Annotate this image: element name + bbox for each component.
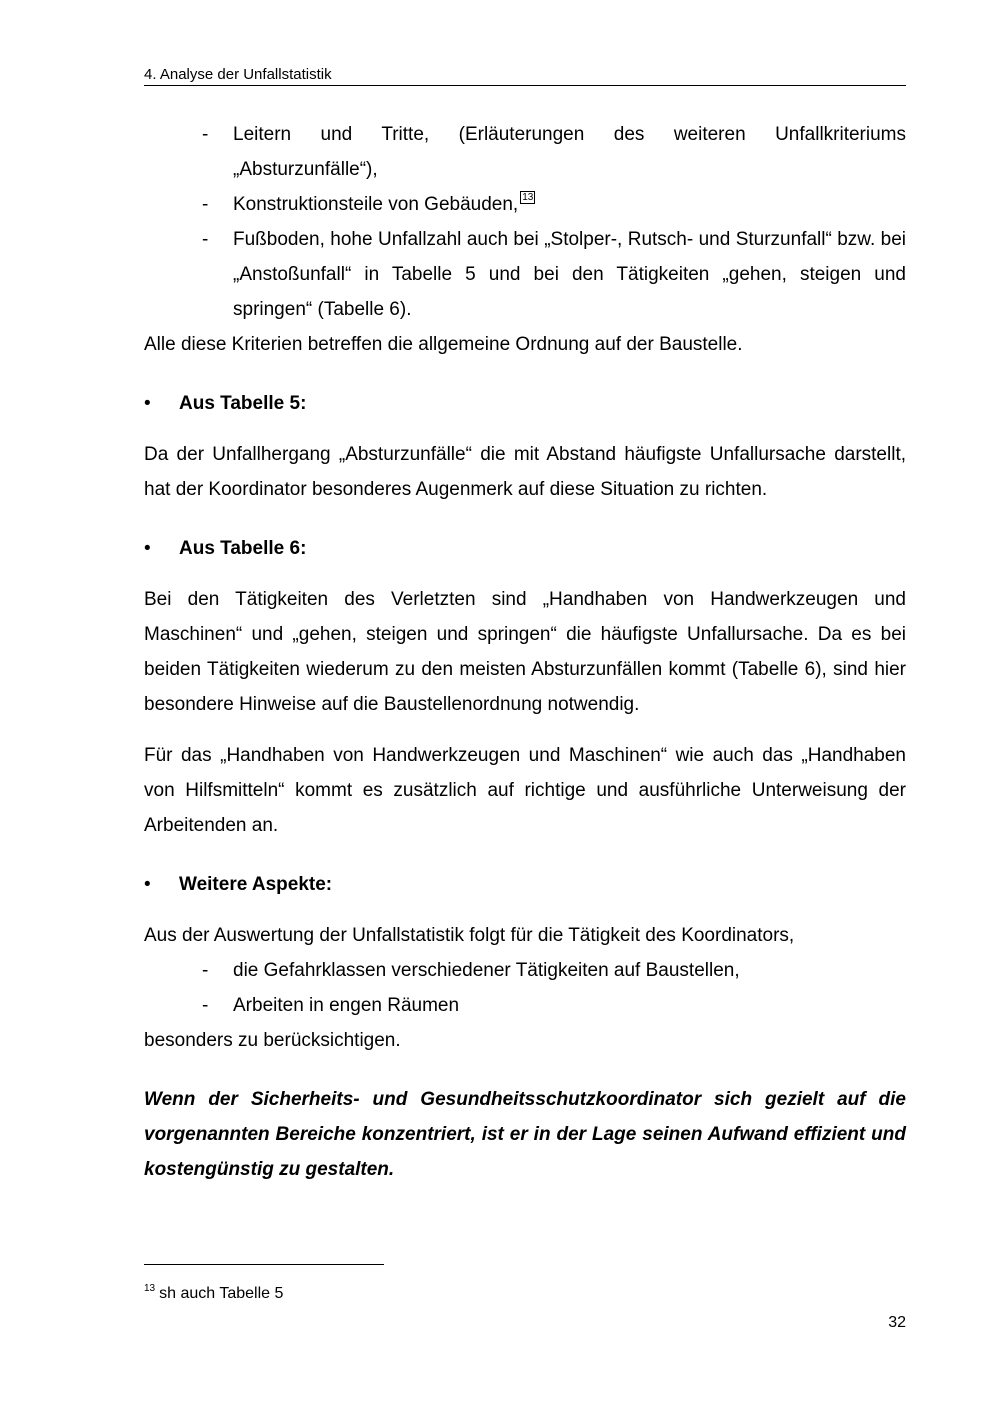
paragraph: Da der Unfallhergang „Absturzunfälle“ die mit Abstand häufigste Unfallursache darstellt, hat der Koordinator besonderes Augenmerk auf diese Situation zu richten. <box>144 444 906 500</box>
summary-paragraph: Alle diese Kriterien betreffen die allgemeine Ordnung auf der Baustelle. <box>144 334 743 355</box>
page-number: 32 <box>888 1314 906 1331</box>
bullet-icon: • <box>144 393 151 414</box>
dash-mark: - <box>202 960 209 981</box>
list-item-text: Arbeiten in engen Räumen <box>233 995 460 1016</box>
footnote-text: sh auch Tabelle 5 <box>159 1285 284 1302</box>
paragraph: besonders zu berücksichtigen. <box>144 1030 401 1051</box>
footnote-reference[interactable]: 13 <box>522 192 534 203</box>
dash-mark: - <box>202 229 209 250</box>
bullet-icon: • <box>144 538 151 559</box>
dash-mark: - <box>202 995 209 1016</box>
paragraph: Bei den Tätigkeiten des Verletzten sind „Handhaben von Handwerkzeugen und Maschinen“ und „gehen, steigen und springen“ die häufigste Unfallursache. Da es bei beiden Tätigkeiten wiederum zu den meisten Absturzunfällen kommt (Tabelle 6), sind hier besondere Hinweise auf die Baustellenordnung notwendig. <box>144 589 906 715</box>
section-heading-text: Aus Tabelle 6: <box>179 538 307 559</box>
list-item-text: Konstruktionsteile von Gebäuden, <box>233 194 519 215</box>
paragraph: Aus der Auswertung der Unfallstatistik folgt für die Tätigkeit des Koordinators, <box>144 925 795 946</box>
footnote-divider <box>144 1264 384 1265</box>
list-item-text: die Gefahrklassen verschiedener Tätigkeiten auf Baustellen, <box>233 960 740 981</box>
running-header: 4. Analyse der Unfallstatistik <box>144 66 906 86</box>
dash-mark: - <box>202 124 209 145</box>
list-item <box>144 222 906 327</box>
conclusion-paragraph: Wenn der Sicherheits- und Gesundheitsschutzkoordinator sich gezielt auf die vorgenannten Bereiche konzentriert, ist er in der Lage seinen Aufwand effizient und kostengünstig zu gestalten. <box>144 1089 906 1180</box>
list-item <box>144 953 906 988</box>
section-heading-text: Aus Tabelle 5: <box>179 393 307 414</box>
list-item-text: Leitern und Tritte, (Erläuterungen des weiteren Unfallkriteriums „Absturzunfälle“), <box>233 124 906 180</box>
list-item <box>144 117 906 187</box>
section-heading-text: Weitere Aspekte: <box>179 874 333 895</box>
paragraph: Für das „Handhaben von Handwerkzeugen und Maschinen“ wie auch das „Handhaben von Hilfsmitteln“ kommt es zusätzlich auf richtige und ausführliche Unterweisung der Arbeitenden an. <box>144 745 906 836</box>
footnote <box>144 1284 744 1304</box>
dash-mark: - <box>202 194 209 215</box>
footnote-number: 13 <box>144 1283 156 1294</box>
section-heading-tabelle-5 <box>144 386 906 421</box>
list-item <box>144 988 906 1023</box>
body-text <box>144 117 906 1187</box>
bullet-icon: • <box>144 874 151 895</box>
list-item-text: Fußboden, hohe Unfallzahl auch bei „Stolper-, Rutsch- und Sturzunfall“ bzw. bei „Anstoßunfall“ in Tabelle 5 und bei den Tätigkeiten „gehen, steigen und springen“ (Tabelle 6). <box>233 229 906 320</box>
section-heading-weitere-aspekte <box>144 867 906 902</box>
section-heading-tabelle-6 <box>144 531 906 566</box>
list-item <box>144 187 906 222</box>
